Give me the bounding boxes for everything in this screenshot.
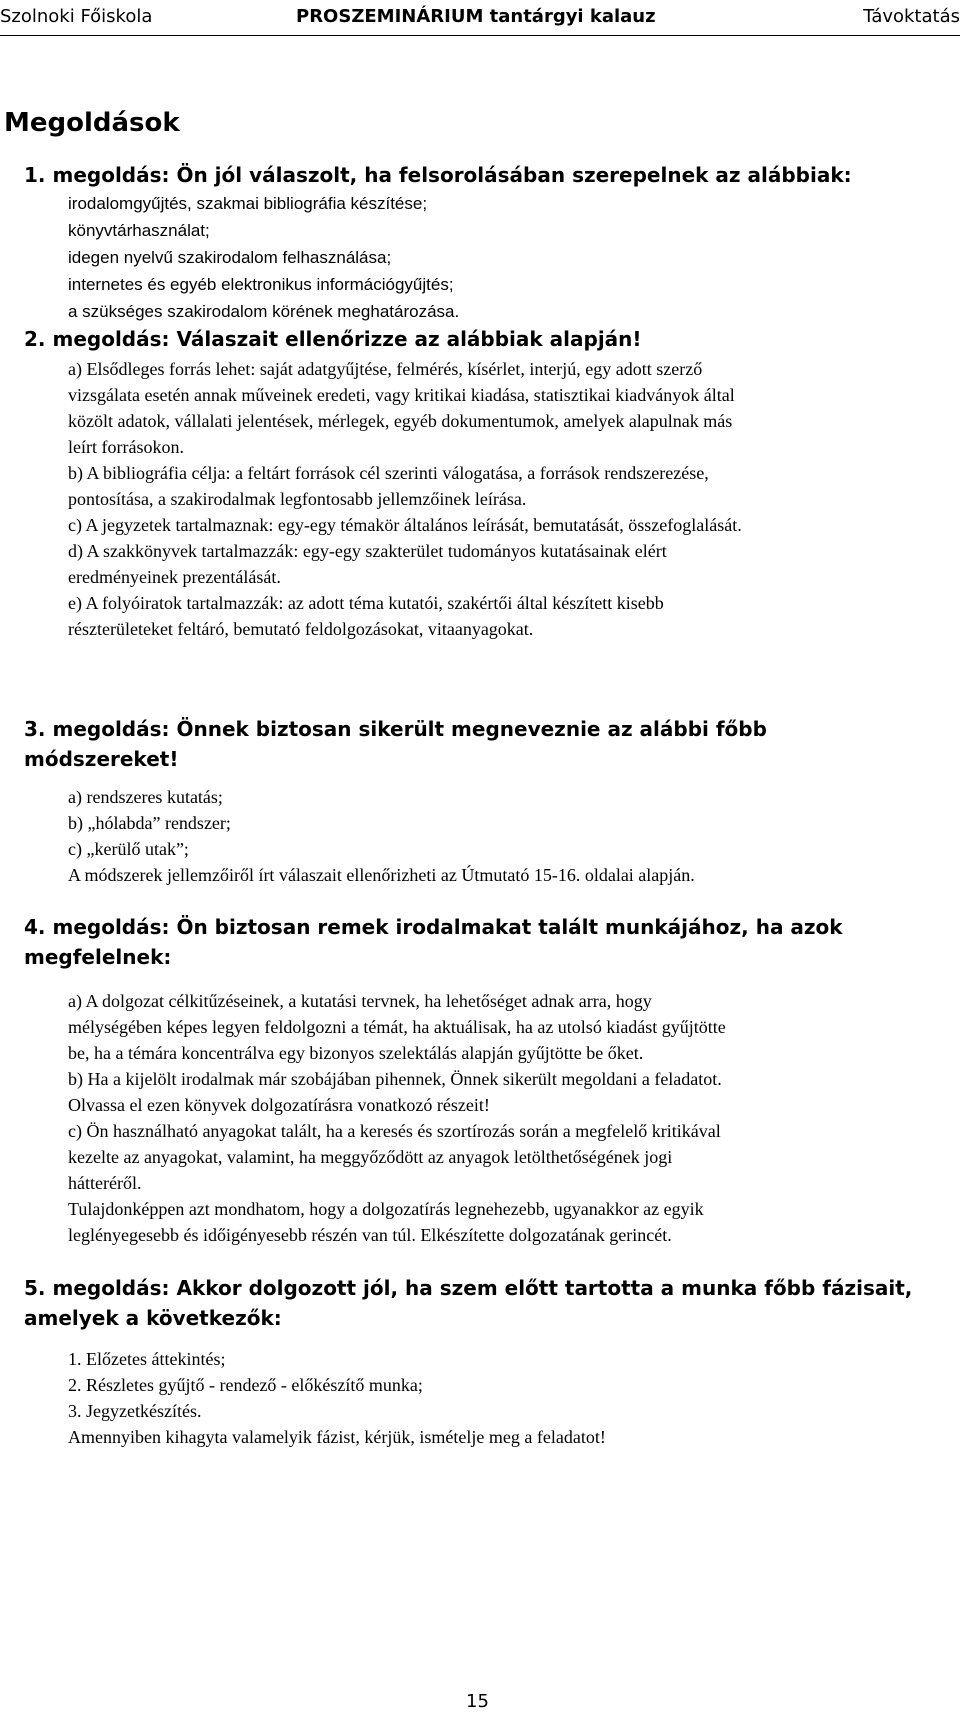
section-4-line: c) Ön használható anyagokat talált, ha a keresés és szortírozás során a megfelelő kritikával: [68, 1121, 721, 1141]
section-2-line: e) A folyóiratok tartalmazzák: az adott téma kutatói, szakértői által készített kisebb: [68, 593, 664, 613]
section-5-line: 3. Jegyzetkészítés.: [68, 1401, 202, 1421]
section-2-line: b) A bibliográfia célja: a feltárt források cél szerinti válogatása, a források rendszerezése,: [68, 463, 709, 483]
section-4-line: b) Ha a kijelölt irodalmak már szobájában pihennek, Önnek sikerült megoldani a feladatot.: [68, 1069, 722, 1089]
section-4-line: leglényegesebb és időigényesebb részén van túl. Elkészítette dolgozatának gerincét.: [68, 1225, 672, 1245]
section-5-line: 1. Előzetes áttekintés;: [68, 1349, 226, 1369]
section-1-line: idegen nyelvű szakirodalom felhasználása;: [68, 248, 392, 267]
page-header: [0, 0, 960, 36]
section-2-line: a) Elsődleges forrás lehet: saját adatgyűjtése, felmérés, kísérlet, interjú, egy adott szerző: [68, 359, 703, 379]
section-2-line: vizsgálata esetén annak műveinek eredeti, vagy kritikai kiadása, statisztikai kiadványok által: [68, 385, 735, 405]
header-institution: Szolnoki Főiskola: [0, 6, 153, 27]
section-2-line: eredményeinek prezentálását.: [68, 567, 281, 587]
section-4-line: Tulajdonképpen azt mondhatom, hogy a dolgozatírás legnehezebb, ugyanakkor az egyik: [68, 1199, 704, 1219]
section-2-line: közölt adatok, vállalati jelentések, mérlegek, egyéb dokumentumok, amelyek alapulnak más: [68, 411, 733, 431]
section-1-line: a szükséges szakirodalom körének meghatározása.: [68, 302, 460, 321]
section-2-line: részterületeket feltáró, bemutató feldolgozásokat, vitaanyagokat.: [68, 619, 534, 639]
section-3-heading-line: módszereket!: [24, 747, 179, 771]
section-3-heading: [24, 714, 954, 774]
section-3-body: [68, 784, 958, 888]
header-divider: [0, 35, 960, 36]
section-4-heading-line: megfelelnek:: [24, 945, 172, 969]
section-5-heading-line: amelyek a következők:: [24, 1306, 282, 1330]
section-3-line: A módszerek jellemzőiről írt válaszait ellenőrizheti az Útmutató 15-16. oldalai alapján.: [68, 865, 695, 885]
section-2-body: [68, 356, 958, 642]
section-5-heading-line: 5. megoldás: Akkor dolgozott jól, ha szem előtt tartotta a munka főbb fázisait,: [24, 1276, 913, 1300]
section-5-body: [68, 1346, 958, 1450]
page-number: 15: [466, 1691, 489, 1712]
section-1-line: internetes és egyéb elektronikus információgyűjtés;: [68, 275, 454, 294]
section-2-line: c) A jegyzetek tartalmaznak: egy-egy témakör általános leírását, bemutatását, összefoglalását.: [68, 515, 742, 535]
section-4-body: [68, 988, 958, 1248]
header-course-title: PROSZEMINÁRIUM tantárgyi kalauz: [296, 6, 656, 27]
section-2-line: leírt forrásokon.: [68, 437, 184, 457]
section-4-line: a) A dolgozat célkitűzéseinek, a kutatási tervnek, ha lehetőséget adnak arra, hogy: [68, 991, 652, 1011]
section-5-line: Amennyiben kihagyta valamelyik fázist, kérjük, ismételje meg a feladatot!: [68, 1427, 606, 1447]
section-3-line: b) „hólabda” rendszer;: [68, 813, 231, 833]
section-4-line: mélységében képes legyen feldolgozni a témát, ha aktuálisak, ha az utolsó kiadást gyűjtötte: [68, 1017, 726, 1037]
section-2-heading: 2. megoldás: Válaszait ellenőrizze az alábbiak alapján!: [24, 327, 642, 351]
section-4-line: kezelte az anyagokat, valamint, ha meggyőződött az anyagok letölthetőségének jogi: [68, 1147, 673, 1167]
section-4-line: be, ha a témára koncentrálva egy bizonyos szelektálás alapján gyűjtötte be őket.: [68, 1043, 644, 1063]
section-4-heading-line: 4. megoldás: Ön biztosan remek irodalmakat talált munkájához, ha azok: [24, 915, 843, 939]
section-5-line: 2. Részletes gyűjtő - rendező - előkészítő munka;: [68, 1375, 423, 1395]
page-title: Megoldások: [4, 108, 180, 138]
section-3-line: a) rendszeres kutatás;: [68, 787, 223, 807]
section-4-line: Olvassa el ezen könyvek dolgozatírásra vonatkozó részeit!: [68, 1095, 490, 1115]
section-1-body: [68, 190, 958, 325]
section-4-line: hátteréről.: [68, 1173, 142, 1193]
section-1-heading: 1. megoldás: Ön jól válaszolt, ha felsorolásában szerepelnek az alábbiak:: [24, 163, 852, 187]
section-3-line: c) „kerülő utak”;: [68, 839, 189, 859]
section-4-heading: [24, 912, 954, 972]
section-3-heading-line: 3. megoldás: Önnek biztosan sikerült megneveznie az alábbi főbb: [24, 717, 767, 741]
section-5-heading: [24, 1273, 954, 1333]
header-mode: Távoktatás: [863, 6, 960, 27]
section-1-line: irodalomgyűjtés, szakmai bibliográfia készítése;: [68, 194, 428, 213]
section-2-line: d) A szakkönyvek tartalmazzák: egy-egy szakterület tudományos kutatásainak elért: [68, 541, 667, 561]
section-1-line: könyvtárhasználat;: [68, 221, 210, 240]
section-2-line: pontosítása, a szakirodalmak legfontosabb jellemzőinek leírása.: [68, 489, 527, 509]
